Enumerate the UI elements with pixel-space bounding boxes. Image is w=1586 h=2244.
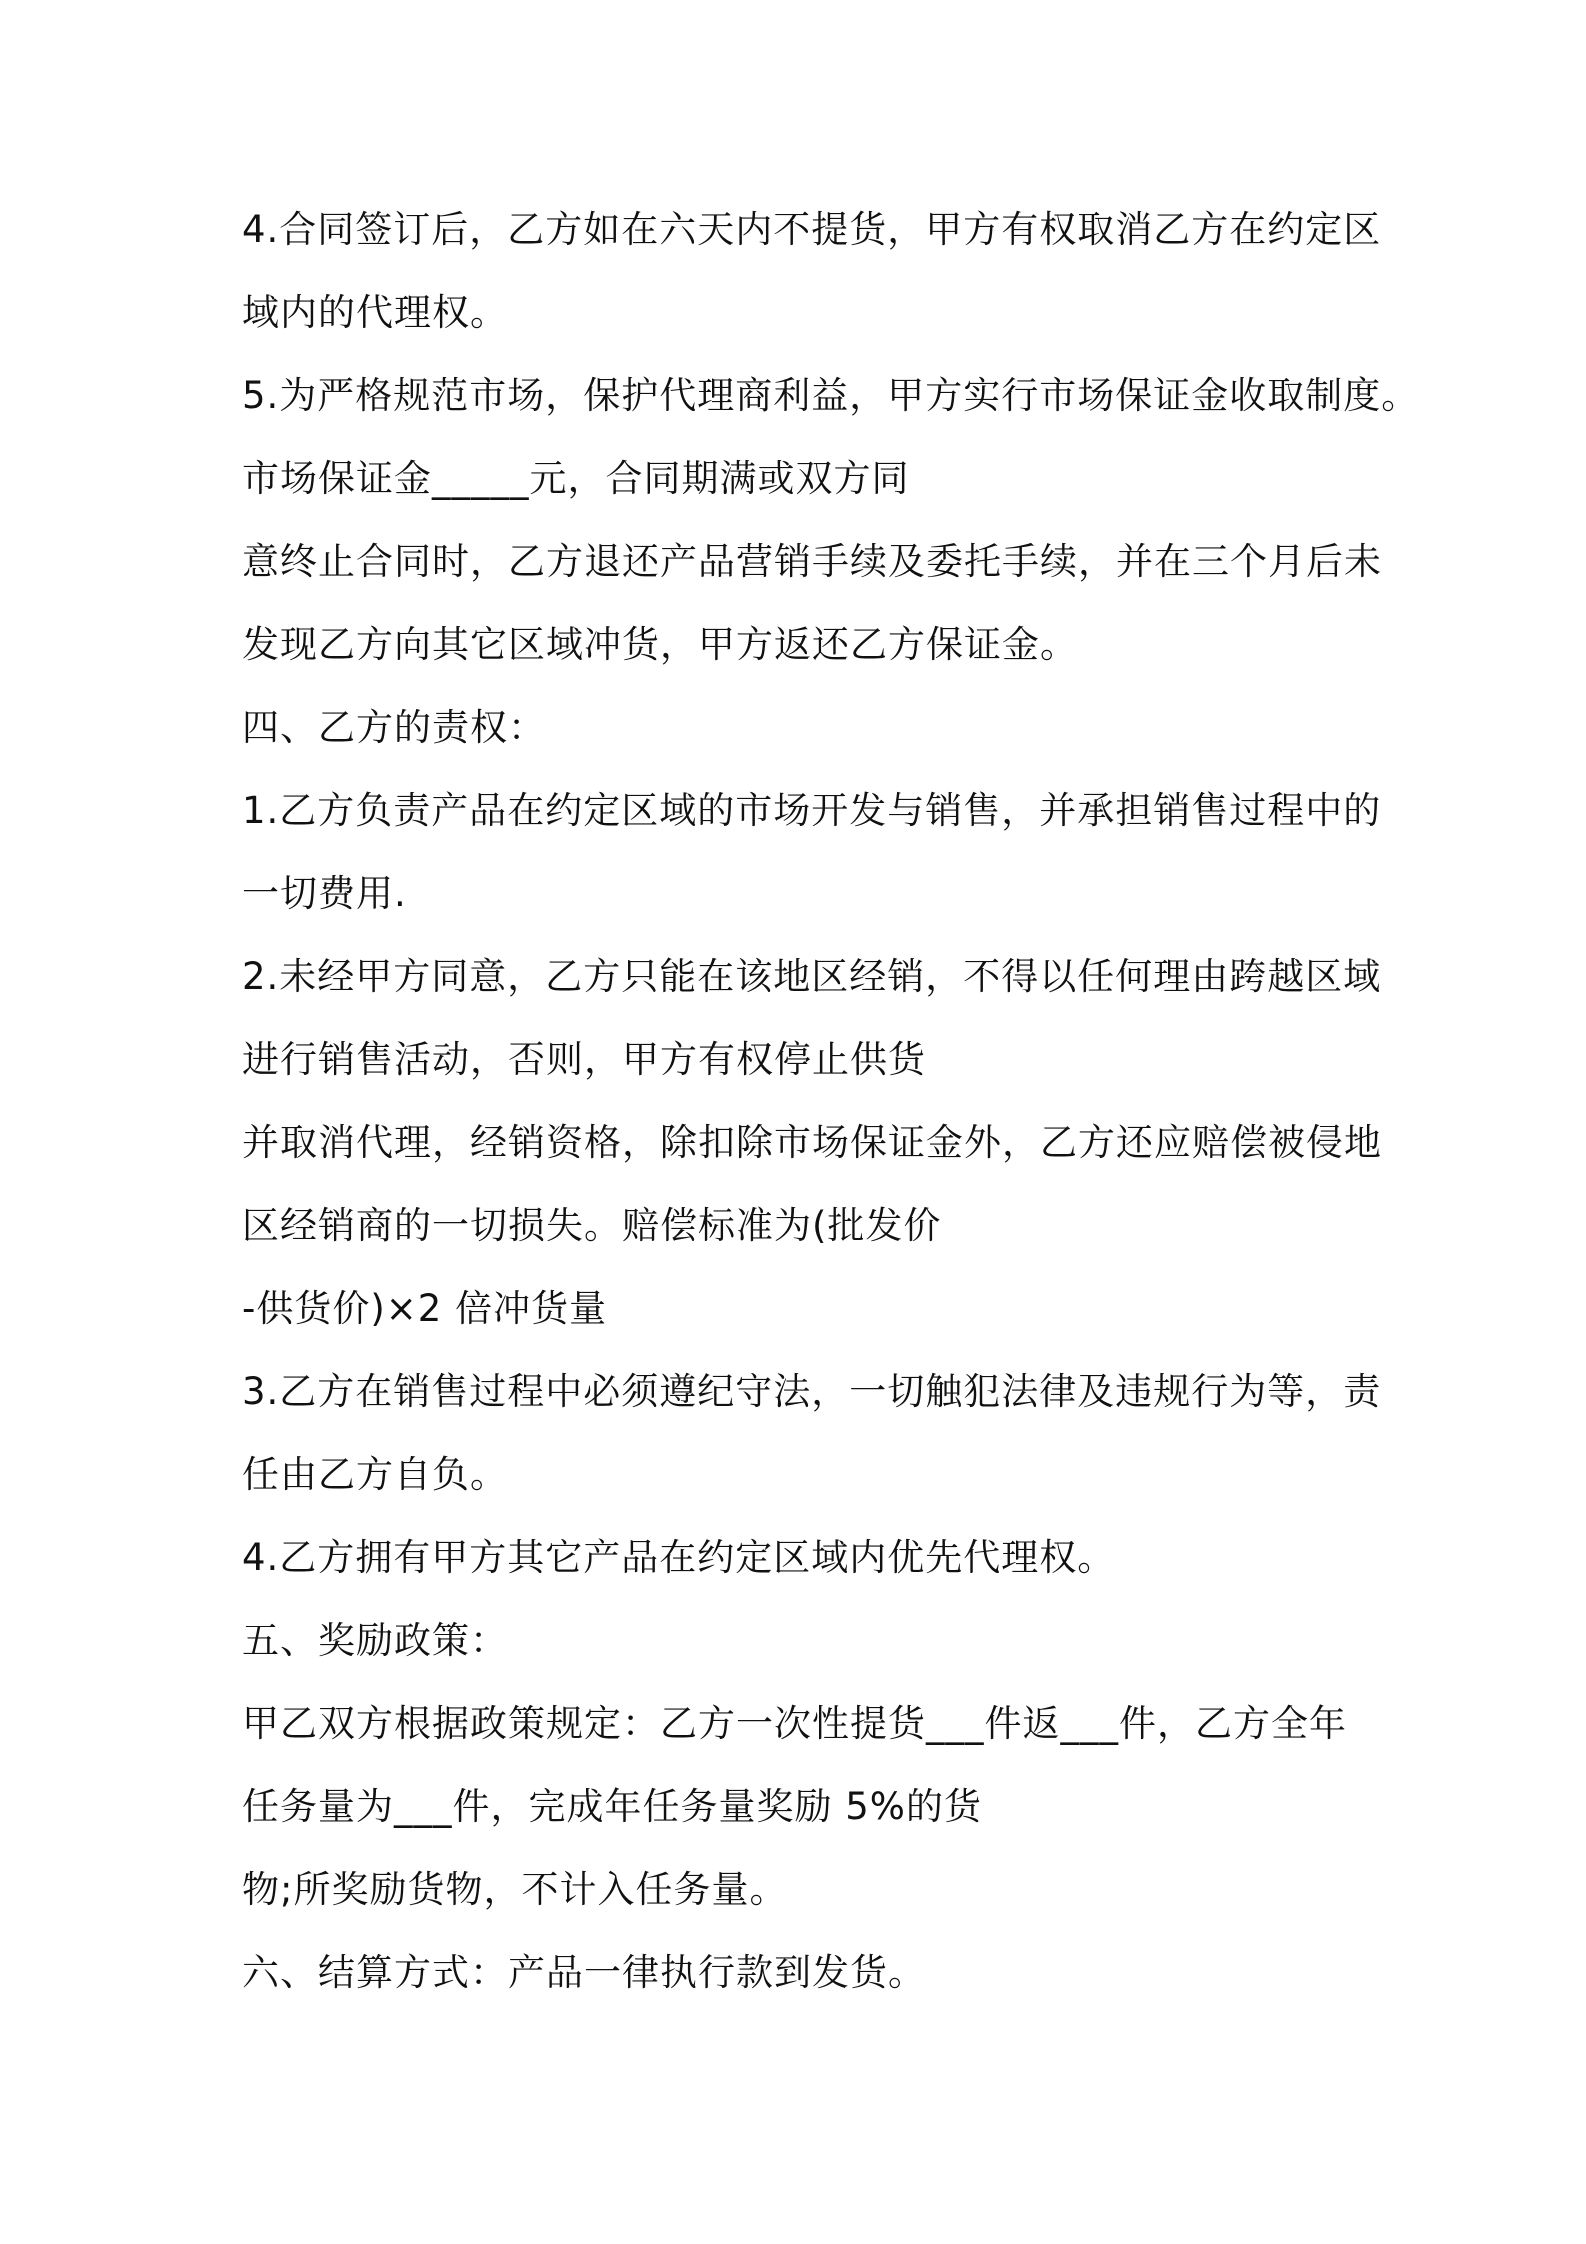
text-line: 并取消代理，经销资格，除扣除市场保证金外，乙方还应赔偿被侵地 xyxy=(242,1121,1382,1164)
text-line: 1.乙方负责产品在约定区域的市场开发与销售，并承担销售过程中的 xyxy=(242,789,1382,832)
text-line: 发现乙方向其它区域冲货，甲方返还乙方保证金。 xyxy=(242,623,1078,666)
text-line: 4.乙方拥有甲方其它产品在约定区域内优先代理权。 xyxy=(242,1536,1116,1579)
text-line: -供货价)×2 倍冲货量 xyxy=(242,1287,608,1330)
text-line: 一切费用. xyxy=(242,872,407,915)
text-line: 5.为严格规范市场，保护代理商利益，甲方实行市场保证金收取制度。 xyxy=(242,374,1420,417)
section-heading: 四、乙方的责权： xyxy=(242,706,546,749)
text-line: 进行销售活动，否则，甲方有权停止供货 xyxy=(242,1038,926,1081)
text-line: 意终止合同时，乙方退还产品营销手续及委托手续，并在三个月后未 xyxy=(242,540,1382,583)
text-line: 2.未经甲方同意，乙方只能在该地区经销，不得以任何理由跨越区域 xyxy=(242,955,1382,998)
text-line: 任务量为___件，完成年任务量奖励 5%的货 xyxy=(242,1785,982,1828)
text-line: 甲乙双方根据政策规定：乙方一次性提货___件返___件，乙方全年 xyxy=(242,1702,1347,1745)
text-line: 3.乙方在销售过程中必须遵纪守法，一切触犯法律及违规行为等，责 xyxy=(242,1370,1382,1413)
text-line: 物;所奖励货物，不计入任务量。 xyxy=(242,1868,788,1911)
text-line: 任由乙方自负。 xyxy=(242,1453,508,1496)
section-heading: 五、奖励政策： xyxy=(242,1619,508,1662)
section-heading: 六、结算方式：产品一律执行款到发货。 xyxy=(242,1951,926,1994)
text-line: 市场保证金_____元，合同期满或双方同 xyxy=(242,457,910,500)
text-line: 4.合同签订后，乙方如在六天内不提货，甲方有权取消乙方在约定区 xyxy=(242,208,1382,251)
text-line: 域内的代理权。 xyxy=(242,291,508,334)
text-line: 区经销商的一切损失。赔偿标准为(批发价 xyxy=(242,1204,942,1247)
